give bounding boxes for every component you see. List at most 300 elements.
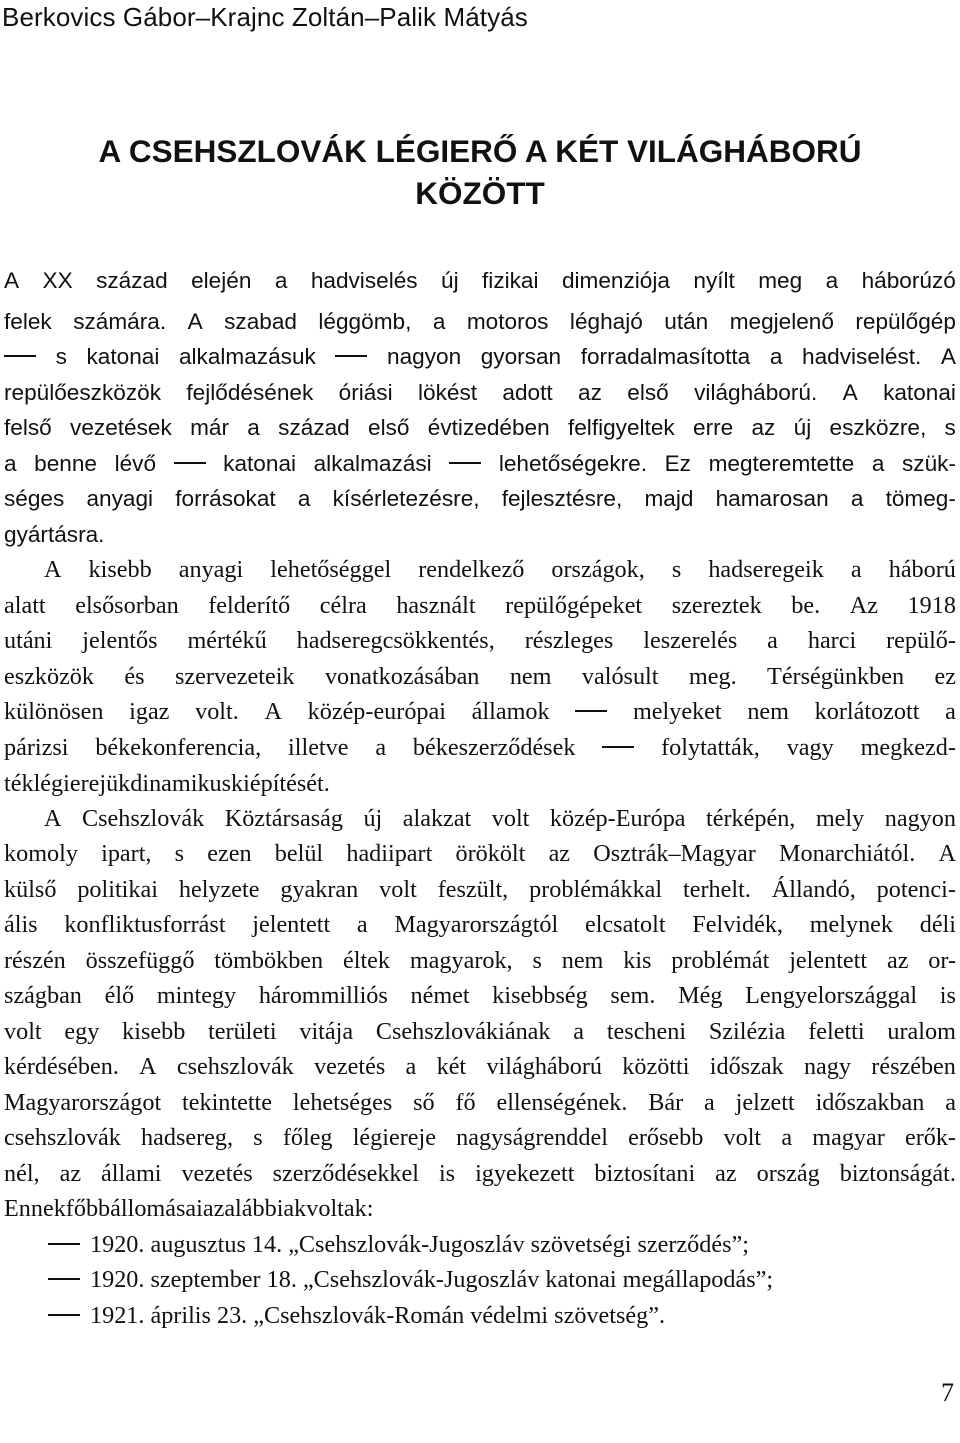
word: ipart, (101, 840, 152, 867)
word: nem (747, 698, 789, 725)
word: hadviselés (310, 268, 418, 293)
word: jelentős (82, 627, 158, 654)
word: hadviselést. (802, 344, 922, 369)
word: eszközök (4, 663, 94, 690)
word: or- (928, 947, 956, 974)
word: két (436, 1053, 467, 1080)
word: nél, (4, 1160, 40, 1187)
body-line (4, 1015, 956, 1049)
word: felfigyeltek (567, 415, 675, 440)
word: a (945, 698, 956, 725)
word: igyekezett (475, 1160, 575, 1187)
em-dash (174, 462, 206, 464)
word: a (573, 1018, 585, 1045)
word: párizsi (4, 734, 69, 761)
em-dash (602, 746, 634, 748)
word: fő (455, 1089, 476, 1116)
word: anyagi (178, 556, 244, 583)
body-line (4, 1157, 956, 1191)
word: erők- (904, 1124, 956, 1151)
word: légierejük (33, 770, 131, 797)
word: A (938, 840, 956, 867)
word: s (671, 556, 682, 583)
word: békekonferencia, (95, 734, 262, 761)
word: felderítő (208, 592, 291, 619)
word: kisebbség (492, 982, 588, 1009)
word: után (664, 309, 709, 334)
word: német (410, 982, 470, 1009)
body-line (4, 376, 956, 410)
word: a (871, 451, 885, 476)
word: az (548, 840, 571, 867)
word: főbb (65, 1195, 111, 1222)
word: lévő (114, 451, 157, 476)
word: a (781, 1124, 793, 1151)
word: új (441, 268, 459, 293)
word: valósult (581, 663, 659, 690)
word: lehetséges (292, 1089, 393, 1116)
word: déli (919, 911, 956, 938)
word: repülőgépeket (505, 592, 643, 619)
word: meg (758, 268, 803, 293)
word: vonatkozásában (324, 663, 480, 690)
word: kiépítését. (231, 770, 330, 797)
em-dash (4, 355, 36, 357)
page-number: 7 (941, 1378, 954, 1407)
word: világháború. (694, 380, 818, 405)
word: részében (871, 1053, 956, 1080)
word: fejlesztésre, (501, 486, 623, 511)
word: megjelenő (729, 309, 834, 334)
word: s (174, 840, 185, 867)
word: ezen (207, 840, 252, 867)
word: hadiipart (346, 840, 433, 867)
word: gyorsan (480, 344, 562, 369)
word: a (704, 1089, 715, 1116)
word: részleges (524, 627, 614, 654)
word: eszközre, (829, 415, 927, 440)
word: ország (756, 1160, 820, 1187)
word: a (274, 268, 288, 293)
word: dimenziója (561, 268, 670, 293)
word: csehszlovák (4, 1124, 121, 1151)
word: A (187, 309, 203, 334)
word: repülőgép (855, 309, 956, 334)
word: térképén, (706, 805, 796, 832)
word: erre (693, 415, 734, 440)
word: feletti (808, 1018, 865, 1045)
body-line (4, 660, 956, 694)
word: biztosítani (594, 1160, 696, 1187)
body-line (4, 767, 956, 801)
word: benne (34, 451, 97, 476)
word: volt. (195, 698, 239, 725)
word: harci (807, 627, 857, 654)
word: feszült, (437, 876, 509, 903)
word: helyzete (178, 876, 260, 903)
word: szabad (224, 309, 297, 334)
word: ez (934, 663, 956, 690)
word: egy (64, 1018, 100, 1045)
body-line (4, 1086, 956, 1120)
word: terhelt. (683, 876, 751, 903)
word: magyar (812, 1124, 885, 1151)
word: forradalmasította (580, 344, 751, 369)
word: erősebb (628, 1124, 704, 1151)
word: Köztársaság (224, 805, 343, 832)
word: mértékű (187, 627, 267, 654)
word: volt (491, 805, 530, 832)
body-line (4, 589, 956, 623)
word: megkezd- (860, 734, 956, 761)
body-line (4, 264, 956, 298)
word: első (627, 380, 669, 405)
word: külső (4, 876, 57, 903)
word: s (532, 947, 542, 974)
word: már (190, 415, 229, 440)
word: elsősorban (75, 592, 179, 619)
word: s (253, 1124, 263, 1151)
word: is (438, 1160, 456, 1187)
title-line-1: A CSEHSZLOVÁK LÉGIERŐ A KÉT VILÁGHÁBORÚ (98, 133, 862, 169)
word: A (139, 1053, 157, 1080)
word: leszerelés (643, 627, 738, 654)
word: az (202, 1195, 225, 1222)
word: fizikai (482, 268, 539, 293)
word: XX (42, 268, 73, 293)
word: kisebb (122, 1018, 186, 1045)
word: elején (191, 268, 252, 293)
word: A (44, 556, 62, 583)
word: a (356, 911, 368, 938)
word: illetve (288, 734, 349, 761)
word: új (363, 805, 383, 832)
word: anyagi (86, 486, 154, 511)
word: a (767, 627, 778, 654)
word: katonai (223, 451, 297, 476)
word: Bár (648, 1089, 684, 1116)
word: Lengyelországgal (745, 982, 918, 1009)
word: motoros (466, 309, 549, 334)
word: nagyon (387, 344, 462, 369)
body-line (44, 553, 956, 587)
word: magyarok, (409, 947, 513, 974)
word: szervezeteik (175, 663, 295, 690)
word: be. (791, 592, 821, 619)
word: A (4, 268, 20, 293)
word: séges (4, 486, 65, 511)
word: léghajó (569, 309, 643, 334)
word: és (124, 663, 145, 690)
word: Még (678, 982, 723, 1009)
word: alkalmazásuk (178, 344, 316, 369)
word: élő (104, 982, 135, 1009)
word: gyártásra. (4, 522, 105, 547)
word: Térségünkben (767, 663, 905, 690)
word: szágban (4, 982, 82, 1009)
body-line (4, 482, 956, 516)
body-line (4, 695, 956, 729)
word: új (793, 415, 812, 440)
body-line (4, 305, 956, 339)
word: katonai (86, 344, 160, 369)
word: felső (4, 415, 52, 440)
word: vagy (786, 734, 834, 761)
word: jelentett (252, 911, 331, 938)
word: forrásokat (175, 486, 276, 511)
list-dash (48, 1314, 80, 1316)
body-line (4, 447, 956, 481)
word: államok (471, 698, 550, 725)
word: század (278, 415, 350, 440)
word: melynek (809, 911, 893, 938)
word: biztonságát. (839, 1160, 956, 1187)
word: nagy (803, 1053, 851, 1080)
word: repülőeszközök (4, 380, 161, 405)
word: volt (4, 1018, 42, 1045)
word: kis (623, 947, 652, 974)
word: repülő- (886, 627, 956, 654)
word: meg. (688, 663, 737, 690)
list-dash (48, 1278, 80, 1280)
word: A (44, 805, 62, 832)
word: fejlődésének (186, 380, 314, 405)
word: vitája (299, 1018, 354, 1045)
body-line (4, 411, 956, 445)
word: számára. (73, 309, 167, 334)
word: az (751, 415, 776, 440)
word: háború (888, 556, 956, 583)
word: adott (502, 380, 553, 405)
list-item (48, 1263, 773, 1297)
word: területi (208, 1018, 277, 1045)
word: csehszlovák (176, 1053, 294, 1080)
word: első (368, 415, 410, 440)
word: rendelkező (418, 556, 525, 583)
word: belül (274, 840, 324, 867)
word: Magyarországot (4, 1089, 162, 1116)
word: A (842, 380, 858, 405)
word: század (96, 268, 168, 293)
word: jelentett (789, 947, 868, 974)
word: sem. (610, 982, 656, 1009)
word: a (769, 344, 783, 369)
word: Állandó, (771, 876, 856, 903)
word: a (432, 309, 446, 334)
word: az (578, 380, 602, 405)
word: vezetés (314, 1053, 386, 1080)
word: jelzett (735, 1089, 795, 1116)
em-dash (575, 710, 607, 712)
word: tescheni (606, 1018, 687, 1045)
word: részén (4, 947, 66, 974)
word: kísérletezésre, (332, 486, 480, 511)
word: az (715, 1160, 737, 1187)
body-line (4, 1121, 956, 1155)
word: összefüggő (85, 947, 195, 974)
word: nagyságrenddel (456, 1124, 608, 1151)
word: Szilézia (708, 1018, 786, 1045)
word: A (264, 698, 282, 725)
word: Monarchiától. (778, 840, 916, 867)
word: mely (815, 805, 865, 832)
word: békeszerződések (412, 734, 576, 761)
list-item-text: 1920. szeptember 18. „Csehszlovák-Jugoszláv katonai megállapodás”; (90, 1266, 774, 1293)
body-line (4, 1192, 956, 1226)
word: gyakran (280, 876, 359, 903)
word: alatt (4, 592, 46, 619)
word: problémákkal (529, 876, 663, 903)
word: 1918 (907, 592, 956, 619)
em-dash (449, 462, 481, 464)
word: hadseregcsökkentés, (296, 627, 495, 654)
word: alábbiak (224, 1195, 307, 1222)
word: a (297, 486, 311, 511)
word: a (405, 1053, 417, 1080)
word: az (886, 947, 909, 974)
word: háborúzó (861, 268, 956, 293)
word: Osztrák–Magyar (593, 840, 756, 867)
body-line (4, 624, 956, 658)
em-dash (335, 355, 367, 357)
word: szereztek (671, 592, 762, 619)
word: korlátozott (814, 698, 920, 725)
word: szük- (901, 451, 956, 476)
word: komoly (4, 840, 78, 867)
word: s (55, 344, 67, 369)
word: a (850, 556, 862, 583)
word: hamarosan (715, 486, 829, 511)
body-line (4, 944, 956, 978)
word: is (939, 982, 956, 1009)
word: volt (379, 876, 417, 903)
word: évtizedében (427, 415, 550, 440)
body-line (4, 908, 956, 942)
word: utáni (4, 627, 53, 654)
word: az (59, 1160, 82, 1187)
title-line-2: KÖZÖTT (415, 175, 545, 211)
word: lehetőségekre. (498, 451, 648, 476)
word: a (850, 486, 864, 511)
word: hadsereg, (141, 1124, 234, 1151)
word: uralom (887, 1018, 956, 1045)
body-line (4, 518, 956, 552)
word: Csehszlovákiának (375, 1018, 551, 1045)
word: tömbökben (214, 947, 324, 974)
word: s (944, 415, 956, 440)
word: időszak (709, 1053, 784, 1080)
word: közép-európai (307, 698, 446, 725)
word: ális (4, 911, 38, 938)
word: különösen (4, 698, 104, 725)
word: nyílt (693, 268, 735, 293)
word: a (375, 734, 387, 761)
word: folytatták, (661, 734, 760, 761)
word: A (940, 344, 956, 369)
word: nem (561, 947, 604, 974)
word: Magyarországtól (394, 911, 559, 938)
word: majd (644, 486, 694, 511)
word: állami (101, 1160, 162, 1187)
word: Ennek (4, 1195, 66, 1222)
body-line (4, 731, 956, 765)
word: főleg (282, 1124, 333, 1151)
word: a (247, 415, 260, 440)
word: nem (509, 663, 552, 690)
word: világháború (486, 1053, 602, 1080)
word: konfliktusforrást (64, 911, 226, 938)
word: melyeket (632, 698, 722, 725)
list-dash (48, 1243, 80, 1245)
word: megteremtette (708, 451, 855, 476)
word: nagyon (884, 805, 956, 832)
word: mintegy (156, 982, 237, 1009)
word: alakzat (402, 805, 472, 832)
word: ték (4, 770, 34, 797)
word: időszakban (815, 1089, 925, 1116)
body-line (4, 979, 956, 1013)
word: óriási (338, 380, 393, 405)
list-item (48, 1299, 665, 1333)
word: politikai (77, 876, 158, 903)
word: légiereje (352, 1124, 436, 1151)
word: voltak: (306, 1195, 374, 1222)
list-item-text: 1921. április 23. „Csehszlovák-Román védelmi szövetség”. (90, 1302, 665, 1329)
body-line (4, 340, 956, 374)
word: igaz (129, 698, 170, 725)
running-head: Berkovics Gábor–Krajnc Zoltán–Palik Mátyás (2, 2, 528, 32)
word: problémát (671, 947, 770, 974)
body-line (4, 873, 956, 907)
word: éltek (342, 947, 390, 974)
word: vezetések (70, 415, 172, 440)
word: állomásai (110, 1195, 203, 1222)
word: katonai (883, 380, 956, 405)
word: országok, (551, 556, 645, 583)
body-line (44, 802, 956, 836)
word: lehetőséggel (270, 556, 392, 583)
word: Felvidék, (692, 911, 783, 938)
word: potenci- (876, 876, 956, 903)
word: felek (4, 309, 52, 334)
word: volt (723, 1124, 762, 1151)
list-item (48, 1228, 749, 1262)
word: ellenségének. (496, 1089, 628, 1116)
word: használt (396, 592, 476, 619)
word: tömeg- (885, 486, 956, 511)
word: dinamikus (130, 770, 232, 797)
word: Csehszlovák (81, 805, 205, 832)
body-line (4, 837, 956, 871)
word: közép-Európa (549, 805, 686, 832)
word: közötti (622, 1053, 690, 1080)
word: kisebb (88, 556, 152, 583)
word: lökést (418, 380, 478, 405)
word: a (4, 451, 17, 476)
word: kérdésében. (4, 1053, 119, 1080)
list-item-text: 1920. augusztus 14. „Csehszlovák-Jugoszláv szövetségi szerződés”; (90, 1231, 749, 1258)
word: szerződésekkel (272, 1160, 419, 1187)
word: vezetés (181, 1160, 253, 1187)
word: elcsatolt (584, 911, 666, 938)
word: hárommilliós (258, 982, 388, 1009)
word: alkalmazási (313, 451, 432, 476)
word: a (945, 1089, 956, 1116)
word: hadseregeik (708, 556, 824, 583)
body-line (4, 1050, 956, 1084)
word: a (825, 268, 839, 293)
word: tekintette (182, 1089, 273, 1116)
